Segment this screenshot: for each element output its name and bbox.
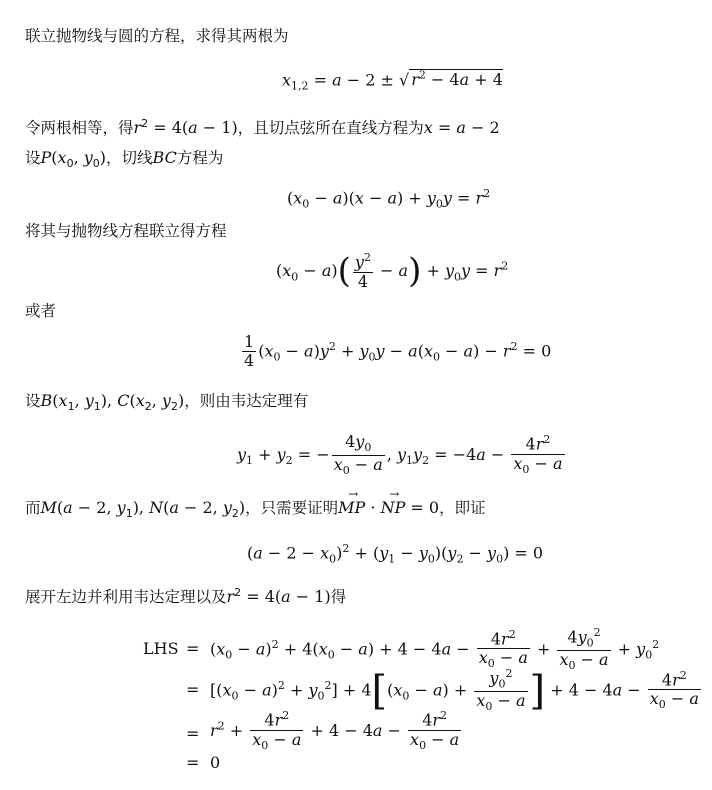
text-line-6: 设$B(x_1$, $y_1$), $C(x_2$, $y_2$)，则由韦达定理有	[25, 391, 309, 414]
text-line-7: 而M(a − 2, $y_1$), N(a − 2, $y_2$)，只需要证明→ MP · → NP = 0，即证	[25, 500, 486, 519]
equation-roots: $x_{1,2} = a - 2$ ± √ $r^2 - 4a + 4$	[282, 69, 503, 93]
derivation-line-1: LHS = $(x_0 - a)^2 + 4(x_0 - a) + 4 - 4a$ − $\frac{4r^2}{x_0 - a}$ + $\frac{4y_0^2}{x_0 - a}$ + $y_0^2$	[143, 626, 660, 673]
text-simultaneous-roots: 联立抛物线与圆的方程，求得其两根为	[25, 27, 289, 45]
equals-sign-2: =	[186, 680, 200, 699]
equation-quadratic-y: $\frac{1}{4}$ $(x_0 - a)y^2 + y_0y - a(x_0 - a) - r^2 = 0$	[244, 332, 552, 371]
equals-sign-3: =	[186, 724, 200, 743]
equation-perpendicular: $(a - 2 - x_0)^2 + (y_1 - y_0)(y_2 - y_0) = 0$	[247, 542, 544, 566]
equals-sign-4: =	[186, 753, 200, 772]
text-combine-parabola: 将其与抛物线方程联立得方程	[25, 222, 227, 240]
text-line-3: 设$P(x_0$, $y_0$)，切线BC方程为	[25, 148, 224, 171]
derivation-line-4	[0, 751, 712, 773]
text-or: 或者	[25, 302, 57, 320]
derivation-line-2: = $[(x_0 - a)^2 + y_0^2] + 4[(x_0 - a)$ + $\frac{y_0^2}{x_0 - a}$ ] + 4 − 4a − $\frac{4r^2}{x_0 - a}$	[186, 667, 699, 714]
equation-vieta: $y_1 + y_2$ = − $\frac{4y_0}{x_0 - a}$ , $y_1y_2 = -4a$ − $\frac{4r^2}{x_0 - a}$	[237, 432, 563, 478]
text-line-4	[25, 224, 227, 240]
derivation-line-3: = $r^2$ + $\frac{4r^2}{x_0 - a}$ + 4 − 4a − $\frac{4r^2}{x_0 - a}$	[186, 709, 460, 752]
equation-tangent-line: $(x_0 - a)(x - a) + y_0y = r^2$	[287, 187, 491, 211]
text-line-2: 令两根相等，得$r^2 = 4(a - 1)$，且切点弦所在直线方程为x = a − 2	[25, 117, 500, 138]
derivation-result: 0	[210, 753, 221, 772]
equation-combined: $(x_0 - a)$( $\frac{y^2}{4}$ − $a) + y_0y = r^2$	[276, 250, 509, 291]
text-line-8: 展开左边并利用韦达定理以及$r^2 = 4(a - 1)$得	[25, 586, 347, 607]
text-line-1	[25, 29, 289, 45]
lhs-label: LHS	[143, 639, 179, 658]
equals-sign-1: =	[186, 639, 200, 658]
text-line-5	[25, 304, 56, 320]
